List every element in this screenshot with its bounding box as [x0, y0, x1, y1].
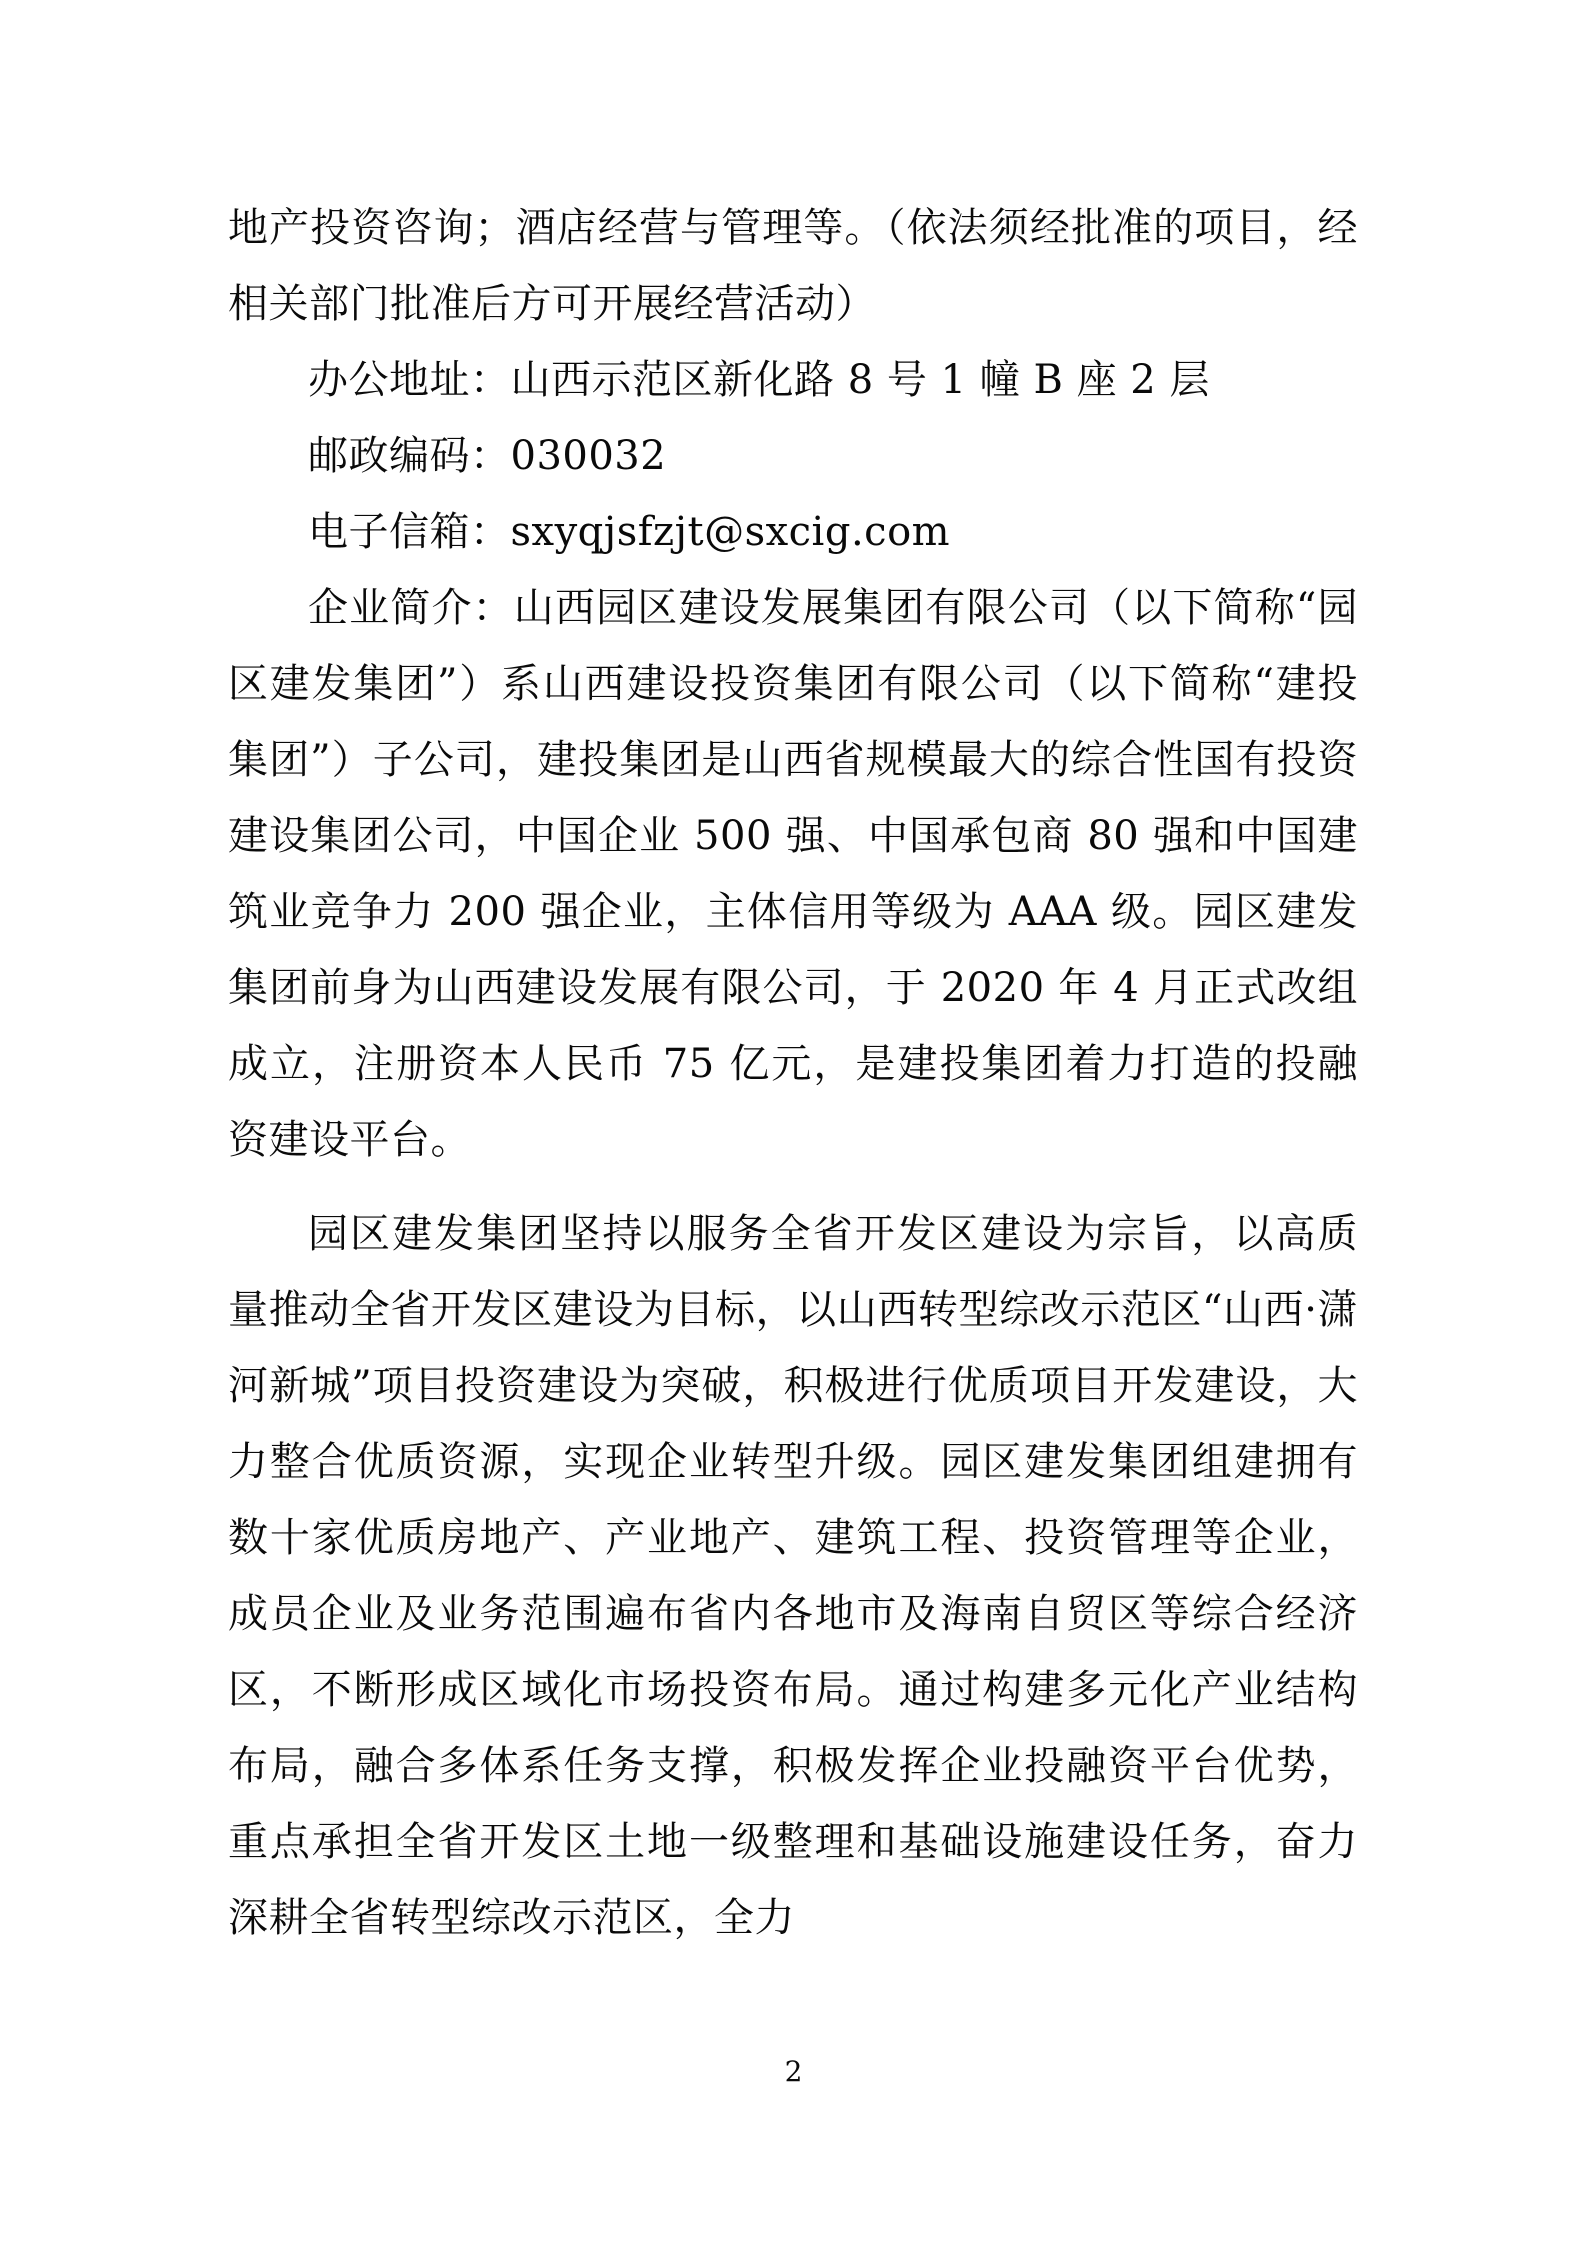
document-body — [228, 190, 1358, 1956]
page-number: 2 — [784, 2055, 803, 2088]
paragraph-email: 电子信箱：sxyqjsfzjt@sxcig.com — [308, 509, 951, 555]
paragraph-office-address: 办公地址：山西示范区新化路 8 号 1 幢 B 座 2 层 — [308, 357, 1210, 403]
paragraph-postal-code: 邮政编码：030032 — [308, 433, 667, 479]
paragraph-business-scope-continued: 地产投资咨询；酒店经营与管理等。（依法须经批准的项目，经相关部门批准后方可开展经营活动） — [228, 205, 1358, 327]
paragraph-business-strategy: 园区建发集团坚持以服务全省开发区建设为宗旨，以高质量推动全省开发区建设为目标，以山西转型综改示范区“山西·潇河新城”项目投资建设为突破，积极进行优质项目开发建设，大力整合优质资源，实现企业转型升级。园区建发集团组建拥有数十家优质房地产、产业地产、建筑工程、投资管理等企业，成员企业及业务范围遍布省内各地市及海南自贸区等综合经济区，不断形成区域化市场投资布局。通过构建多元化产业结构布局，融合多体系任务支撑，积极发挥企业投融资平台优势，重点承担全省开发区土地一级整理和基础设施建设任务，奋力深耕全省转型综改示范区，全力 — [228, 1211, 1358, 1941]
paragraph-company-profile: 企业简介：山西园区建设发展集团有限公司（以下简称“园区建发集团”）系山西建设投资集团有限公司（以下简称“建投集团”）子公司，建投集团是山西省规模最大的综合性国有投资建设集团公司，中国企业 500 强、中国承包商 80 强和中国建筑业竞争力 200 强企业，主体信用等级为 AAA 级。园区建发集团前身为山西建设发展有限公司，于 2020 年 4 月正式改组成立，注册资本人民币 75 亿元，是建投集团着力打造的投融资建设平台。 — [228, 585, 1358, 1163]
paragraph-spacer — [228, 1178, 1358, 1196]
